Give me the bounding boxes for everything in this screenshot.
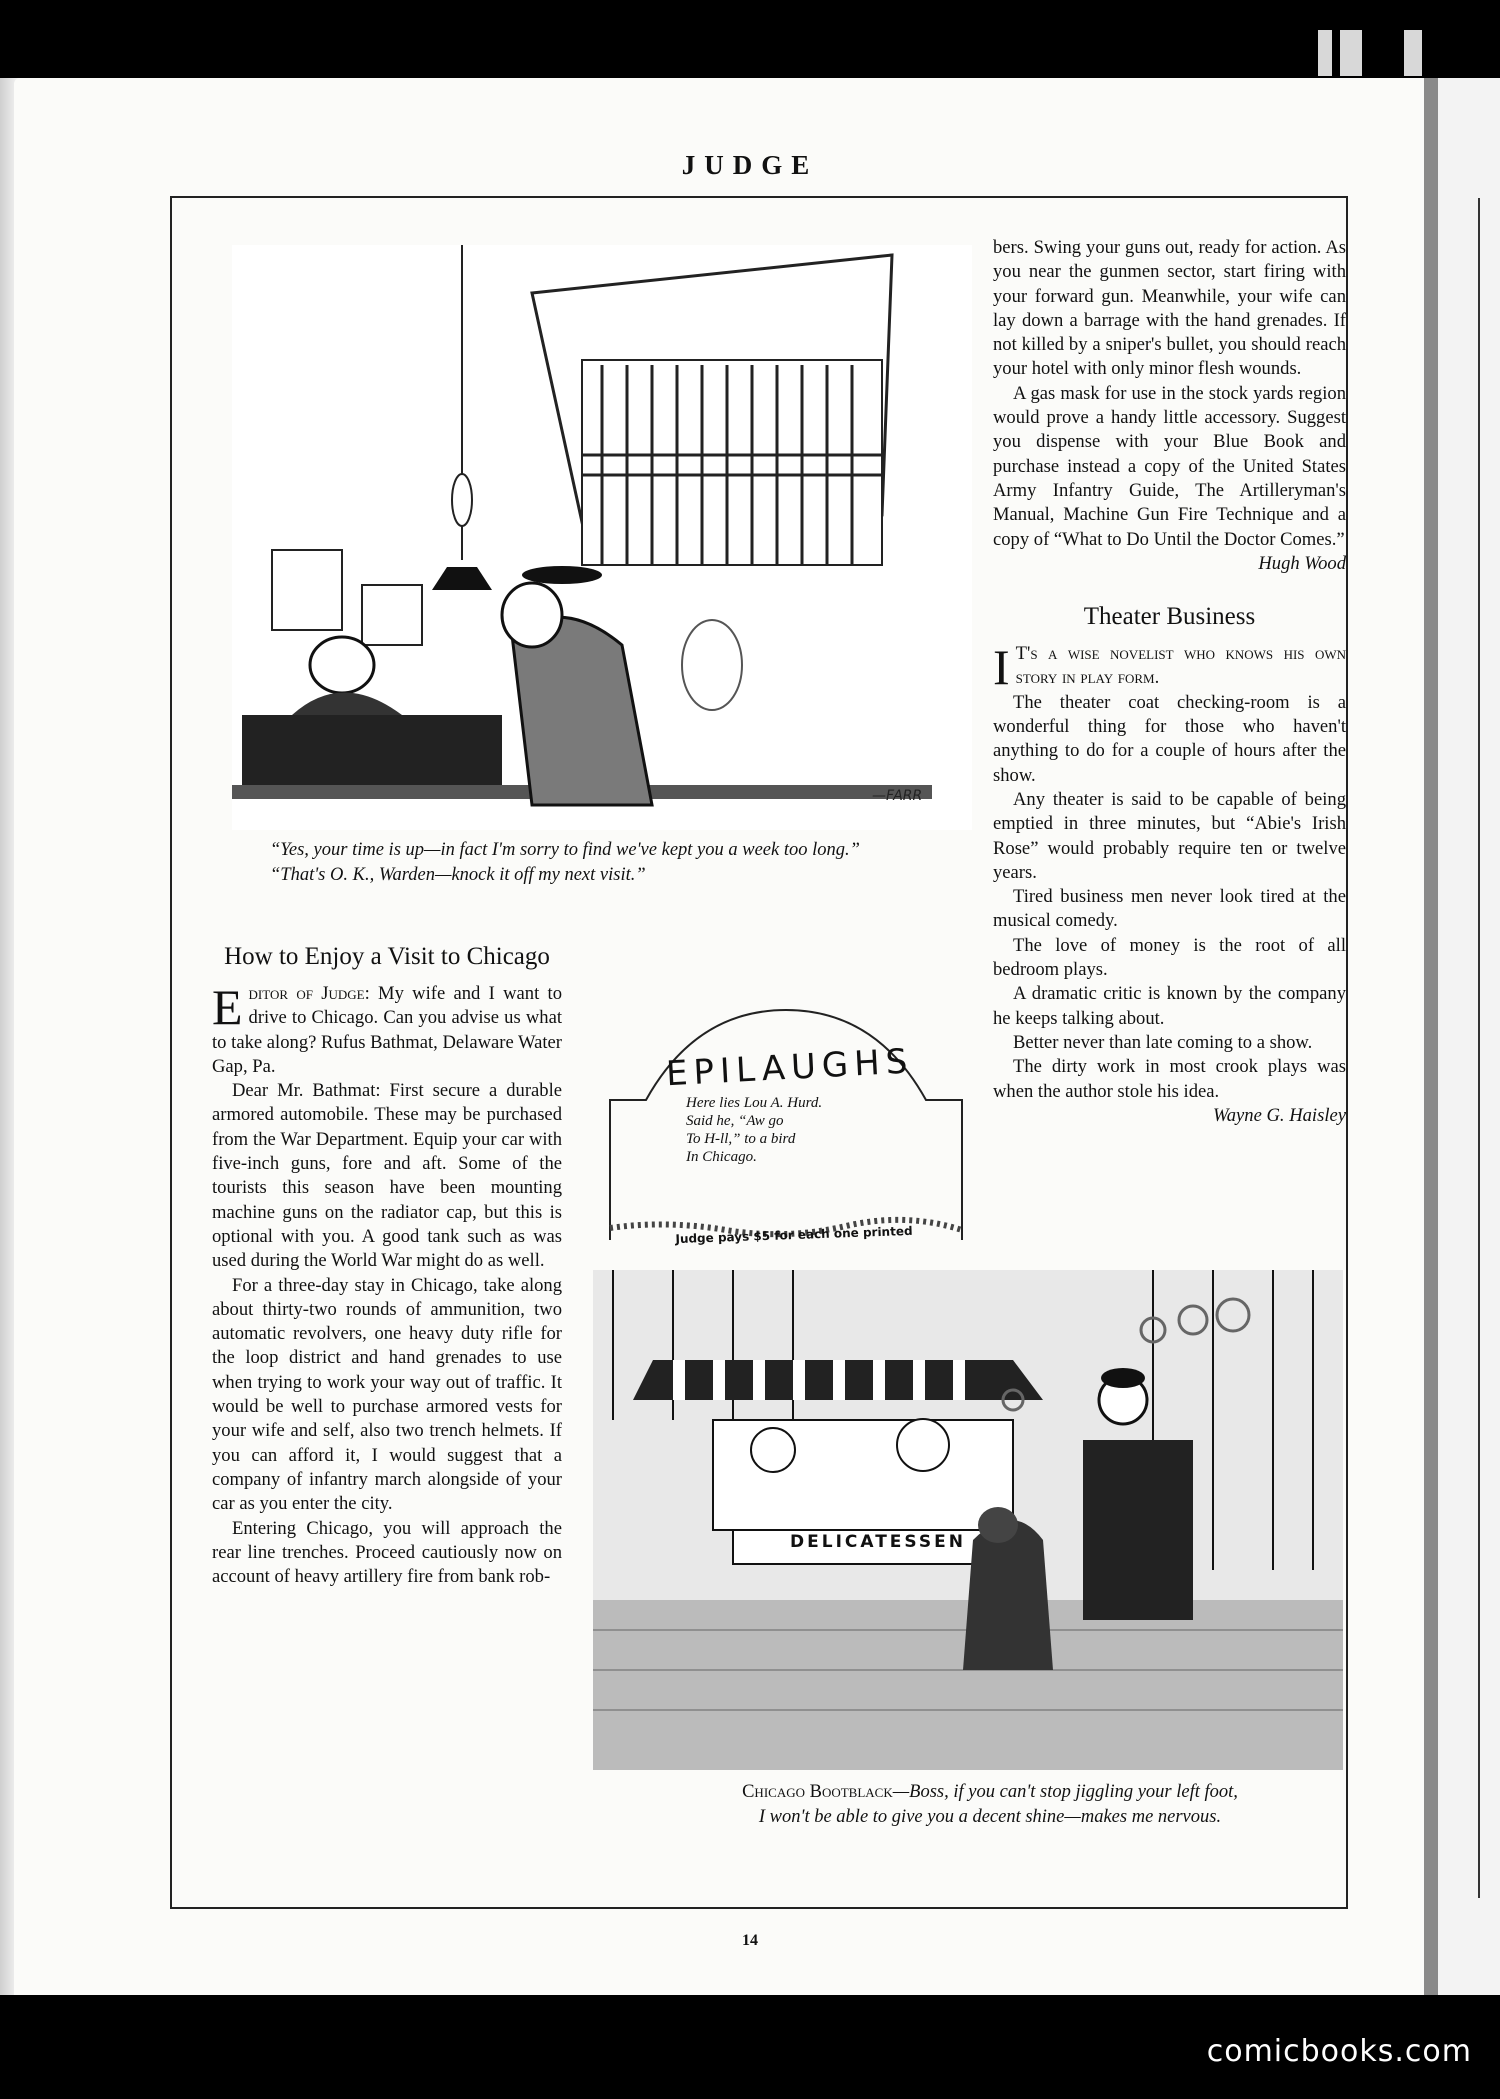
author-signature: Hugh Wood xyxy=(1258,552,1346,574)
article-title: Theater Business xyxy=(1083,603,1256,631)
article-paragraph: A dramatic critic is known by the company he keeps talking about. xyxy=(993,983,1346,1029)
caption-line: I won't be able to give you a decent shine—makes me nervous. xyxy=(758,1807,1222,1827)
drop-cap: E xyxy=(212,979,243,1035)
caption-line: “Yes, your time is up—in fact I'm sorry to find we've kept you a week too long.” xyxy=(270,840,860,860)
jail-cartoon-illustration xyxy=(232,245,972,830)
verse-line: Said he, “Aw go xyxy=(686,1113,784,1129)
caption-lead: Chicago Bootblack xyxy=(742,1782,893,1802)
article-paragraph: Any theater is said to be capable of being emptied in three minutes, but “Abie's Irish Rose” would probably require ten or twelve years. xyxy=(993,788,1346,883)
scan-artifact xyxy=(1340,30,1362,76)
epilaughs-title: EPILAUGHS xyxy=(665,1041,915,1095)
source-watermark: comicbooks.com xyxy=(1206,2034,1472,2069)
article-paragraph: For a three-day stay in Chicago, take along about thirty-two rounds of ammunition, two automatic revolvers, one heavy duty rifle for the loop district and hand grenades to use when trying to work your way out of traffic. It would be well to purchase armored vests for your wife and self, also two trench helmets. If you can afford it, I would suggest that a company of infantry march alongside of your car as you enter the city. xyxy=(212,1274,562,1515)
article-paragraph: Entering Chicago, you will approach the rear line trenches. Proceed cautiously now on account of heavy artillery fire from bank rob- xyxy=(212,1517,562,1588)
caption-line: “That's O. K., Warden—knock it off my next visit.” xyxy=(270,865,646,885)
magazine-header: JUDGE xyxy=(681,150,819,180)
epilaughs-footer: Judge pays $5 for each one printed xyxy=(675,1223,913,1247)
verse-line: To H-ll,” to a bird xyxy=(686,1131,796,1147)
page-number: 14 xyxy=(742,1932,758,1949)
epilaughs-box xyxy=(606,1000,968,1252)
jail-cartoon-caption xyxy=(236,838,926,888)
article-paragraph: A gas mask for use in the stock yards region would prove a handy little accessory. Suggest you dispense with your Blue Book and purchase instead a copy of the United States Army Infantry Guide, The Artilleryman's Manual, Machine Gun Fire Technique and a copy of “What to Do Until the Doctor Comes.” xyxy=(993,382,1346,550)
epitaph-verse xyxy=(686,1094,822,1166)
bootblack-caption: Chicago Bootblack—Boss, if you can't stop jiggling your left foot, I won't be able to give you a decent shine—makes me nervous. xyxy=(640,1780,1340,1830)
right-column xyxy=(993,236,1346,1128)
article-paragraph: Tired business men never look tired at the musical comedy. xyxy=(993,886,1346,932)
article-paragraph: The dirty work in most crook plays was when the author stole his idea. xyxy=(993,1056,1346,1102)
bootblack-cartoon-illustration xyxy=(593,1270,1343,1770)
article-paragraph: Editor of Judge: My wife and I want to drive to Chicago. Can you advise us what to take along? Rufus Bathmat, Delaware Water Gap, Pa. xyxy=(212,979,563,1077)
svg-text:—FARR: —FARR xyxy=(872,788,923,804)
author-signature: Wayne G. Haisley xyxy=(1212,1104,1346,1126)
article-paragraph: bers. Swing your guns out, ready for action. As you near the gunmen sector, start firing with your forward gun. Meanwhile, your wife can lay down a barrage with the hand grenades. If not killed by a sniper's bullet, you should reach your hotel with only minor flesh wounds. xyxy=(993,237,1346,380)
adjacent-page xyxy=(1424,78,1500,1995)
left-column xyxy=(212,942,562,1589)
scan-artifact xyxy=(1404,30,1422,76)
article-paragraph: Better never than late coming to a show. xyxy=(1013,1031,1313,1053)
drop-cap: I xyxy=(993,639,1010,696)
scan-artifact xyxy=(1318,30,1332,76)
article-paragraph: The theater coat checking-room is a wonderful thing for those who haven't anything to do for a couple of hours after the show. xyxy=(993,691,1346,786)
article-paragraph: Dear Mr. Bathmat: First secure a durable armored automobile. These may be purchased from the War Department. Equip your car with five-inch guns, fore and aft. Some of the tourists this season have been mounting machine guns on the radiator cap, but this is optional with you. A good tank such as was used during the World War might do as well. xyxy=(212,1080,562,1272)
delicatessen-sign: DELICATESSEN xyxy=(790,1532,966,1552)
verse-line: In Chicago. xyxy=(686,1149,757,1165)
verse-line: Here lies Lou A. Hurd. xyxy=(686,1095,823,1111)
article-title: How to Enjoy a Visit to Chicago xyxy=(224,943,550,970)
article-paragraph: I T's a wise novelist who knows his own story in play form. xyxy=(993,639,1346,696)
article-paragraph: The love of money is the root of all bedroom plays. xyxy=(993,934,1346,981)
